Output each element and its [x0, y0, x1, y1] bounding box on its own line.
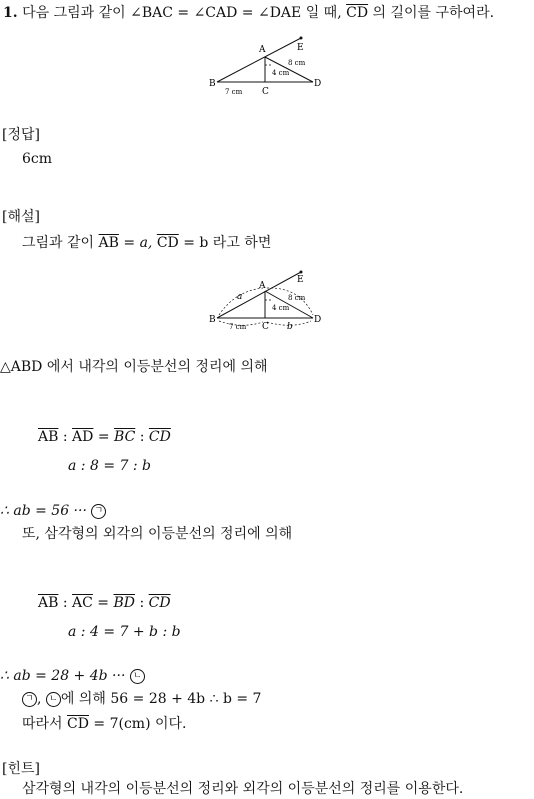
- fig2-label-ad: 8 cm: [288, 294, 306, 302]
- circled-nieun-ref: ㄴ: [46, 692, 61, 707]
- final-text-a: 따라서: [22, 716, 68, 732]
- problem-text-b: 의 길이를 구하여라.: [368, 5, 495, 21]
- hint-header: [힌트]: [2, 761, 40, 777]
- fig2-label-b: b: [287, 322, 293, 332]
- fig2-point-b: B: [209, 315, 216, 325]
- problem-text-a: 다음 그림과 같이 ∠BAC = ∠CAD = ∠DAE 일 때,: [22, 5, 347, 21]
- equation-2-line-2: a : 4 = 7 + b : b: [68, 624, 181, 640]
- eq2-equals: =: [92, 595, 114, 611]
- circled-giyeok-ref: ㄱ: [22, 692, 37, 707]
- fig2-label-a: a: [237, 292, 243, 302]
- fig2-label-ac: 4 cm: [272, 304, 290, 312]
- fig1-point-e: E: [297, 43, 304, 53]
- circled-nieun-marker: ㄴ: [130, 669, 145, 684]
- hint-text: 삼각형의 내각의 이등분선의 정리와 외각의 이등분선의 정리를 이용한다.: [22, 781, 464, 797]
- result-2: [0, 667, 145, 685]
- result1-text: ∴ ab = 56 ···: [0, 503, 92, 519]
- eq2-ab: $\overline{AB}$: [38, 595, 59, 611]
- step2-text: 또, 삼각형의 외각의 이등분선의 정리에 의해: [22, 526, 293, 542]
- figure-triangle-2: [205, 265, 330, 335]
- eq1-bc: $\overline{BC}$: [114, 429, 136, 445]
- eq1-cd: $\overline{CD}$: [148, 429, 171, 445]
- answer-value: 6cm: [22, 151, 53, 167]
- figure-triangle-1: [205, 30, 330, 96]
- eq2-colon-1: :: [58, 595, 73, 611]
- equation-1-line-1: [38, 428, 171, 446]
- result-1: [0, 502, 106, 520]
- fig2-point-e: E: [297, 275, 304, 285]
- eq2-ac: $\overline{AC}$: [72, 595, 93, 611]
- fig1-point-d: D: [314, 79, 322, 89]
- eq2-bd: $\overline{BD}$: [113, 595, 136, 611]
- eq1-equals: =: [93, 429, 115, 445]
- eq1-colon-2: :: [135, 429, 149, 445]
- intro-seg-ab: $\overline{AB}$: [98, 235, 119, 251]
- final-line: [22, 715, 187, 733]
- eq2-colon-2: :: [135, 595, 149, 611]
- fig2-point-d: D: [314, 315, 322, 325]
- circled-giyeok-marker: ㄱ: [91, 504, 106, 519]
- fig1-point-b: B: [209, 79, 216, 89]
- final-text-b: = 7(cm) 이다.: [88, 716, 187, 732]
- result2-text: ∴ ab = 28 + 4b ···: [0, 668, 130, 684]
- fig1-point-a: A: [259, 45, 266, 55]
- fig2-point-c: C: [262, 322, 269, 332]
- combine-line: [22, 690, 261, 708]
- problem-number: 1.: [3, 5, 18, 21]
- final-seg-cd: $\overline{CD}$: [67, 716, 89, 732]
- intro-seg-cd: $\overline{CD}$: [156, 235, 179, 251]
- eq1-ad: $\overline{AD}$: [72, 429, 94, 445]
- combine-sep: ,: [37, 691, 46, 707]
- eq1-ab: $\overline{AB}$: [38, 429, 59, 445]
- answer-header: [정답]: [2, 127, 40, 143]
- eq2-cd: $\overline{CD}$: [148, 595, 171, 611]
- eq1-colon-1: :: [58, 429, 73, 445]
- fig1-point-c: C: [262, 87, 269, 96]
- equation-2-line-1: [38, 594, 171, 612]
- intro-text-c: = b 라고 하면: [178, 235, 272, 251]
- problem-statement: [3, 4, 494, 22]
- intro-text-a: 그림과 같이: [22, 235, 99, 251]
- solution-intro: [22, 234, 271, 252]
- fig1-label-bc: 7 cm: [225, 88, 243, 96]
- fig2-label-bc: 7 cm: [229, 323, 247, 331]
- combine-text: 에 의해 56 = 28 + 4b ∴ b = 7: [60, 691, 262, 707]
- intro-text-b: = a,: [118, 235, 157, 251]
- solution-header: [해설]: [2, 209, 40, 225]
- fig1-label-ad: 8 cm: [288, 59, 306, 67]
- problem-segment-cd: $\overline{CD}$: [346, 5, 369, 21]
- equation-1-line-2: a : 8 = 7 : b: [68, 458, 151, 474]
- step1-text: △ABD 에서 내각의 이등분선의 정리에 의해: [0, 359, 268, 375]
- fig2-point-a: A: [259, 281, 266, 291]
- fig1-label-ac: 4 cm: [272, 69, 290, 77]
